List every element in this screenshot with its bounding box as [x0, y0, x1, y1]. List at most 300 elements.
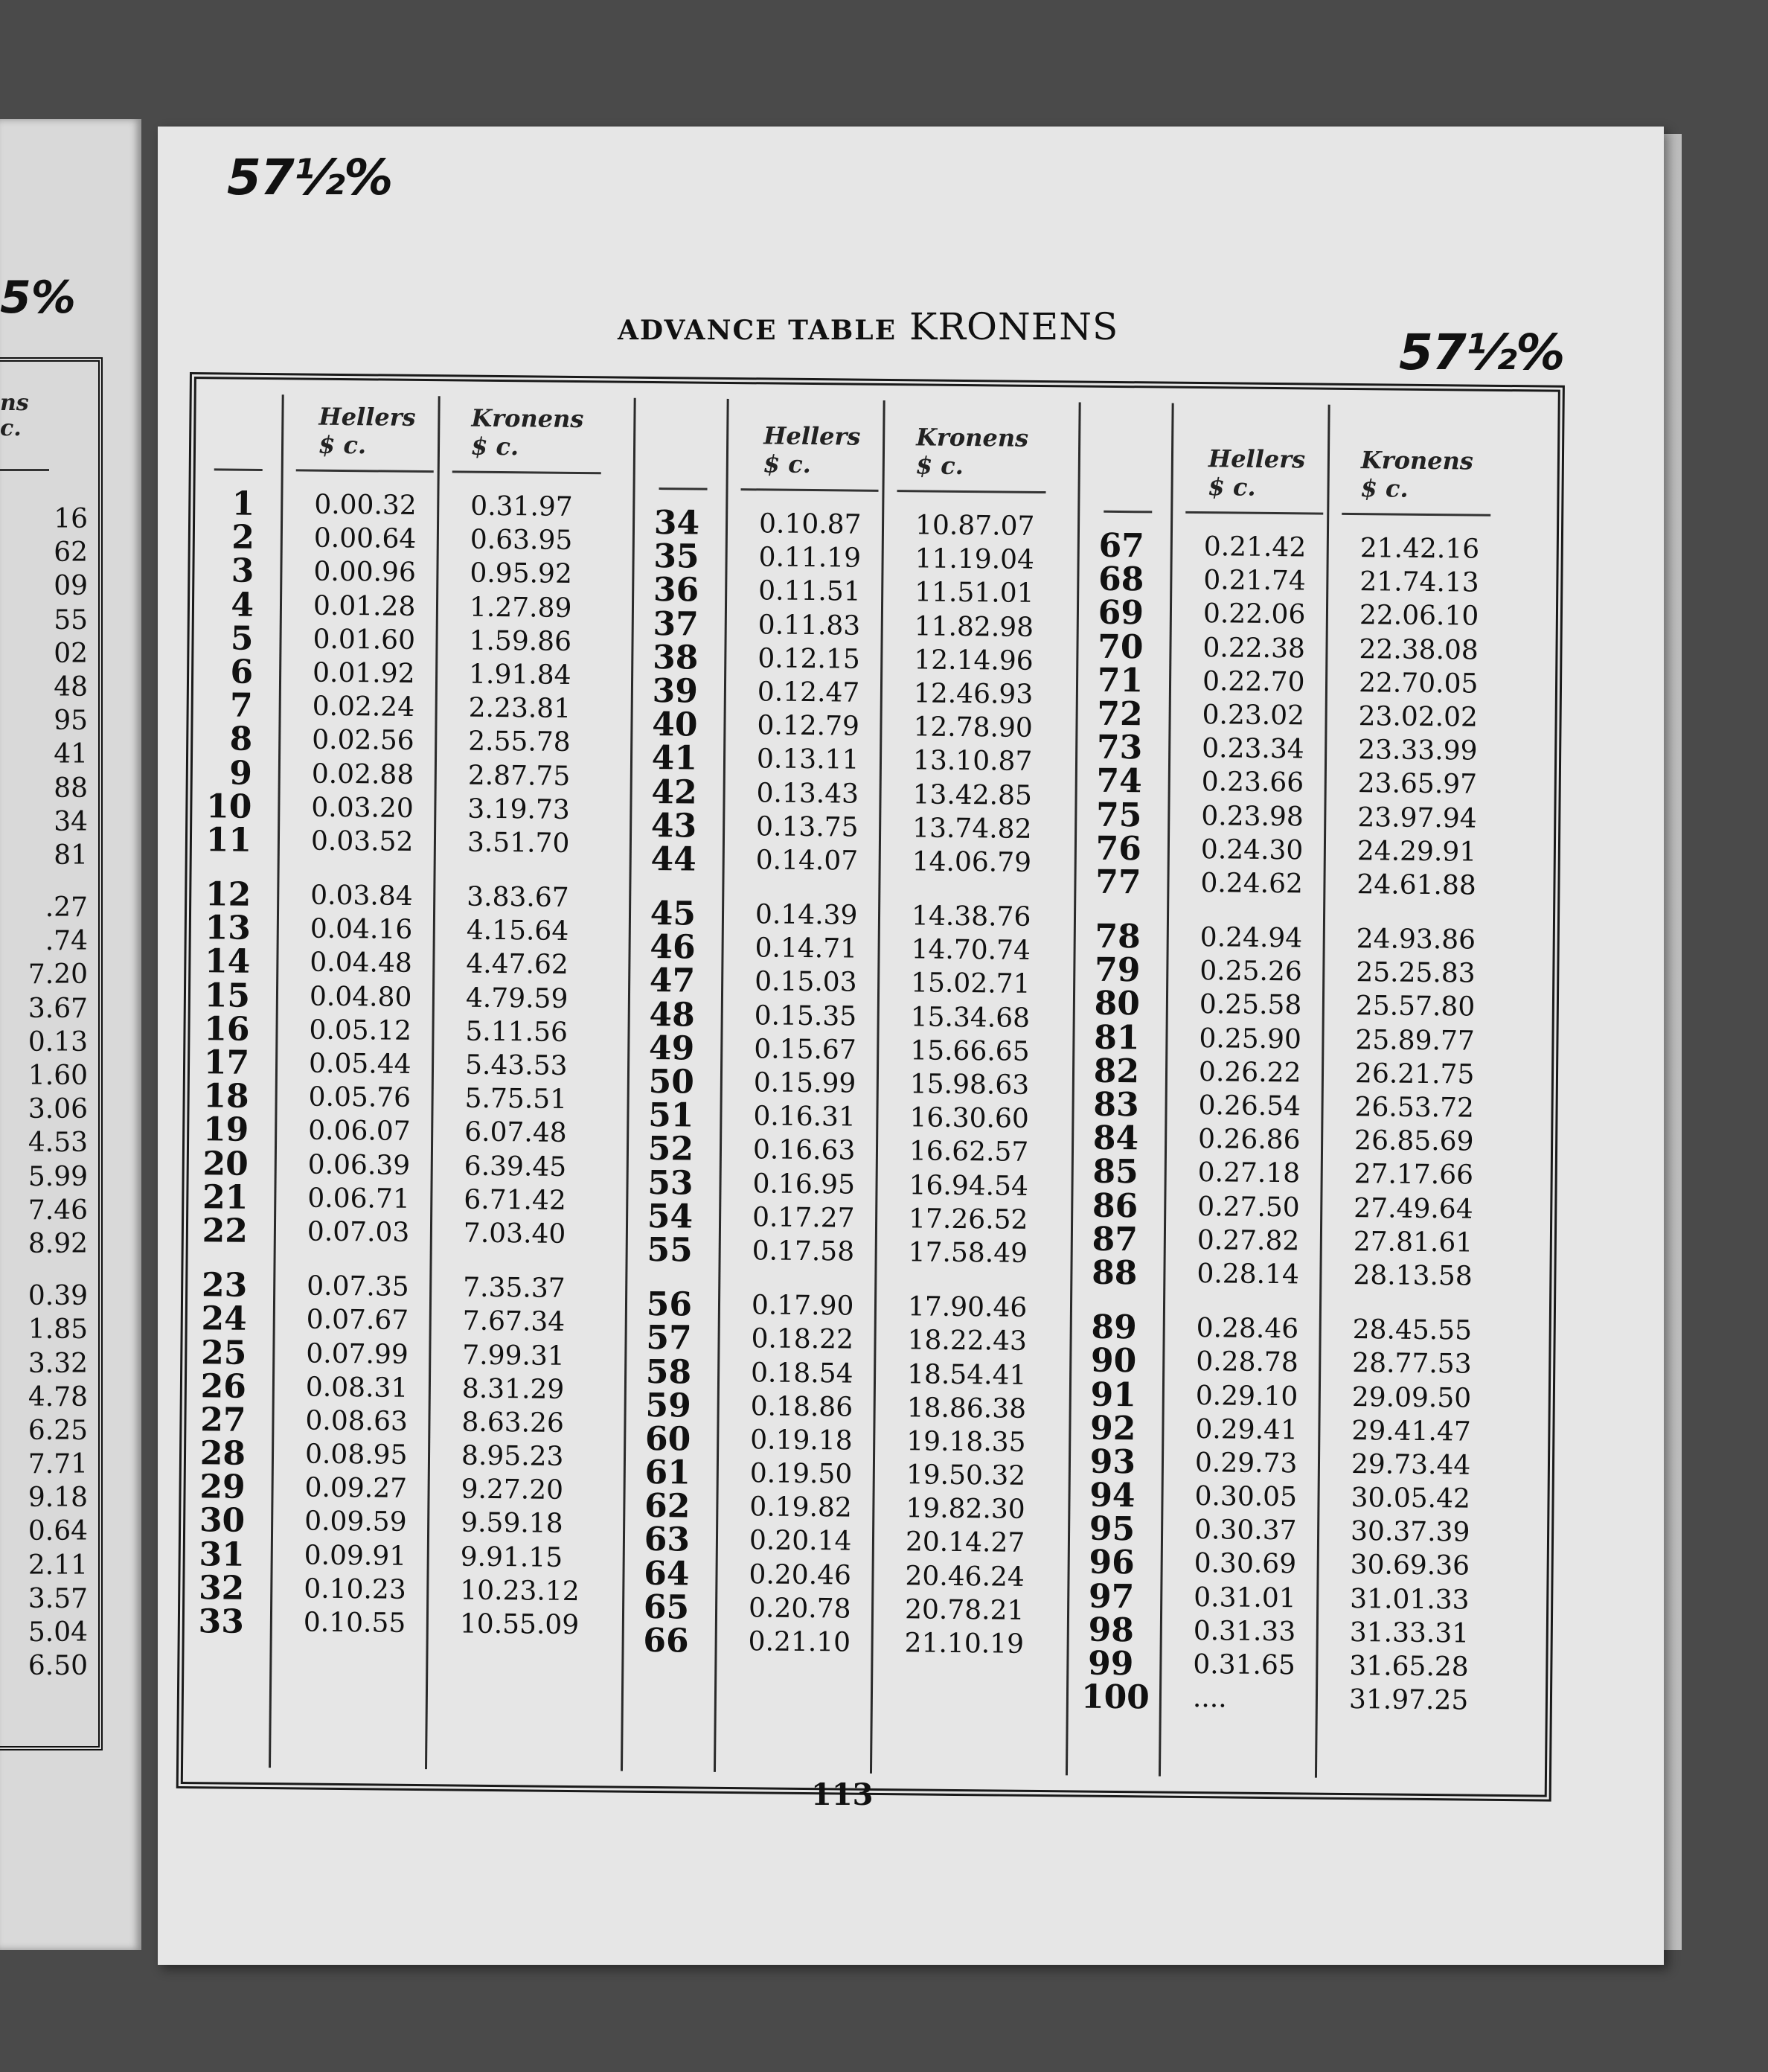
hellers-value: 0.30.05 [1194, 1481, 1298, 1513]
previous-page-value: 95 [54, 706, 88, 737]
previous-page-group [0, 891, 88, 1261]
header-rule [1104, 511, 1152, 514]
conversion-table [176, 372, 1565, 1802]
hellers-value: 0.00.32 [314, 489, 417, 521]
row-group [904, 1290, 1072, 1661]
row-group [467, 490, 635, 861]
row-number: 33 [198, 1602, 245, 1641]
header-rule [296, 469, 434, 473]
row-number: 18 [203, 1077, 249, 1116]
previous-page-value: .74 [45, 926, 88, 957]
kronens-value: 8.95.23 [461, 1440, 564, 1472]
hellers-column [748, 507, 908, 1681]
page-title [618, 305, 1161, 348]
kronens-value: 27.49.64 [1354, 1192, 1473, 1225]
row-number: 64 [644, 1554, 690, 1593]
kronens-value: 5.11.56 [465, 1016, 568, 1048]
kronens-value: 10.55.09 [459, 1608, 580, 1641]
hellers-value: 0.25.26 [1200, 956, 1302, 988]
kronens-value: 30.05.42 [1351, 1483, 1471, 1515]
hellers-value: 0.23.66 [1201, 767, 1304, 799]
hellers-column [303, 488, 463, 1662]
previous-page-value: 7.46 [28, 1195, 88, 1226]
kronens-value: 24.29.91 [1357, 835, 1477, 868]
hellers-value: 0.12.15 [758, 643, 860, 675]
kronens-column-header [916, 423, 1029, 480]
previous-page-value: 34 [54, 806, 88, 837]
kronens-value: 4.47.62 [466, 949, 568, 981]
kronens-value: 15.34.68 [910, 1001, 1031, 1034]
hellers-value: 0.06.39 [307, 1149, 411, 1181]
kronens-column [459, 490, 634, 1663]
kronens-value: 14.06.79 [912, 846, 1032, 878]
row-number: 79 [1094, 950, 1141, 990]
hellers-value: 0.23.02 [1202, 700, 1305, 732]
row-number: 75 [1095, 796, 1142, 834]
row-number: 72 [1097, 694, 1143, 734]
row-number: 81 [1093, 1018, 1140, 1057]
kronens-value: 15.66.65 [910, 1035, 1030, 1067]
row-group [192, 1268, 248, 1639]
kronens-value: 31.01.33 [1350, 1583, 1470, 1616]
hellers-value: 0.20.46 [749, 1558, 852, 1591]
hellers-value: 0.26.22 [1198, 1056, 1301, 1089]
previous-page-value: 02 [54, 638, 88, 669]
kronens-value: 13.10.87 [912, 745, 1033, 778]
row-group [908, 899, 1075, 1270]
kronens-value: 13.42.85 [912, 778, 1033, 811]
hellers-value: 0.18.54 [750, 1357, 853, 1390]
row-number: 8 [229, 720, 253, 759]
hellers-value: 0.02.56 [312, 724, 414, 757]
kronens-value: 12.14.96 [914, 645, 1034, 677]
row-group [1353, 922, 1520, 1294]
row-number: 59 [645, 1386, 691, 1425]
row-number: 48 [649, 995, 695, 1035]
previous-page-group [0, 502, 88, 872]
kronens-value: 23.97.94 [1357, 802, 1477, 834]
kronens-value: 25.57.80 [1355, 991, 1476, 1023]
previous-page-value: 7.71 [28, 1449, 88, 1480]
hellers-value: 0.10.87 [758, 508, 862, 540]
hellers-value: 0.28.46 [1196, 1313, 1299, 1345]
row-number: 42 [651, 773, 697, 812]
hellers-value: 0.31.65 [1193, 1649, 1296, 1681]
kronens-value: 2.23.81 [468, 692, 571, 725]
kronens-value: 27.81.61 [1353, 1226, 1473, 1259]
row-number: 53 [647, 1163, 694, 1203]
previous-page-value: 2.11 [28, 1550, 88, 1581]
kronens-value: 29.41.47 [1351, 1415, 1471, 1448]
kronens-value: 18.86.38 [906, 1392, 1027, 1424]
row-number: 45 [650, 895, 696, 933]
row-number: 58 [645, 1352, 692, 1392]
row-group [1200, 530, 1353, 901]
row-number: 52 [647, 1130, 694, 1168]
row-group [1197, 921, 1349, 1292]
hellers-value: 0.31.01 [1194, 1582, 1296, 1614]
kronens-value: 27.17.66 [1354, 1159, 1474, 1191]
previous-page-value: 9.18 [28, 1483, 88, 1514]
previous-page-value: 48 [54, 671, 88, 703]
kronens-value: 30.69.36 [1350, 1550, 1470, 1582]
row-number: 78 [1095, 917, 1141, 956]
hellers-label: Hellers [1208, 444, 1306, 474]
column-rule [714, 399, 729, 1772]
hellers-column-header [763, 421, 861, 479]
row-number: 38 [652, 638, 699, 677]
previous-page-fragment [0, 119, 141, 1950]
kronens-value: 11.51.01 [915, 577, 1034, 610]
kronens-value: 6.39.45 [464, 1151, 567, 1183]
row-number: 89 [1091, 1308, 1137, 1347]
percent-label-left: 57½% [227, 149, 393, 206]
row-number: 47 [649, 962, 696, 1000]
kronens-label: Kronens [1360, 446, 1474, 476]
kronens-value: 23.02.02 [1358, 701, 1479, 733]
kronens-value: 7.67.34 [462, 1305, 566, 1338]
hellers-value: 0.09.59 [304, 1506, 407, 1538]
units-label: $ c. [763, 450, 812, 479]
hellers-value: 0.07.67 [306, 1304, 409, 1337]
kronens-value: 20.78.21 [904, 1594, 1025, 1626]
row-group [912, 508, 1080, 880]
row-number: 80 [1094, 985, 1141, 1023]
previous-page-values [0, 502, 88, 1701]
kronens-value: 0.31.97 [470, 490, 573, 522]
kronens-value: 14.70.74 [911, 934, 1031, 967]
hellers-value: 0.26.54 [1198, 1090, 1301, 1122]
hellers-value: 0.22.06 [1202, 598, 1306, 630]
row-number: 51 [647, 1096, 694, 1135]
hellers-value: 0.03.84 [310, 880, 413, 912]
hellers-value: 0.10.23 [304, 1573, 406, 1605]
row-number: 62 [644, 1487, 691, 1526]
hellers-value: 0.22.70 [1202, 665, 1305, 698]
row-group [199, 485, 255, 860]
row-number: 50 [648, 1062, 695, 1101]
row-number: 2 [231, 518, 255, 557]
kronens-label: Kronens [916, 423, 1029, 453]
previous-page-value: 88 [54, 773, 88, 804]
row-number: 86 [1092, 1186, 1138, 1225]
kronens-value: 20.14.27 [905, 1526, 1025, 1559]
row-number: 19 [202, 1110, 249, 1150]
row-number: 11 [205, 821, 252, 860]
row-number: 99 [1087, 1644, 1134, 1684]
kronens-value: 18.22.43 [907, 1325, 1028, 1358]
row-number: 35 [653, 537, 699, 576]
row-number: 77 [1095, 863, 1141, 902]
header-rule [1342, 513, 1490, 517]
row-number: 73 [1096, 728, 1143, 767]
hellers-value: 0.21.10 [748, 1626, 851, 1658]
hellers-value: 0.10.55 [303, 1607, 406, 1639]
hellers-value: 0.29.73 [1194, 1447, 1298, 1480]
title-prefix: ADVANCE TABLE [618, 315, 897, 346]
kronens-value: 7.35.37 [463, 1272, 566, 1305]
row-number: 95 [1089, 1509, 1136, 1549]
hellers-value: 0.16.95 [752, 1168, 856, 1200]
hellers-value: 0.15.35 [754, 1000, 857, 1032]
kronens-value: 26.21.75 [1354, 1058, 1475, 1090]
previous-page-value: 62 [54, 537, 88, 569]
kronens-value: 7.03.40 [463, 1218, 566, 1250]
hellers-label: Hellers [318, 402, 416, 432]
kronens-value: 15.02.71 [910, 968, 1031, 1000]
hellers-value: 0.13.75 [755, 811, 859, 843]
row-number: 4 [231, 586, 254, 624]
kronens-value: 20.46.24 [905, 1560, 1025, 1593]
kronens-value: 19.18.35 [906, 1426, 1026, 1458]
units-label: $ c. [915, 451, 964, 480]
previous-page-value: 1.85 [28, 1314, 88, 1346]
row-group [1080, 1308, 1150, 1717]
row-number: 82 [1093, 1052, 1140, 1091]
kronens-value: 22.06.10 [1359, 600, 1479, 633]
kronens-value: 29.73.44 [1351, 1448, 1471, 1481]
kronens-value: 28.45.55 [1352, 1314, 1473, 1346]
kronens-value: 28.13.58 [1353, 1260, 1473, 1292]
row-number: 76 [1095, 829, 1142, 868]
column-rule [269, 394, 284, 1768]
previous-page-group [0, 1279, 88, 1683]
row-number: 14 [204, 942, 251, 982]
kronens-value: 4.15.64 [466, 915, 569, 947]
header-rule [452, 470, 601, 474]
hellers-value: 0.01.28 [313, 590, 416, 622]
row-group [1357, 531, 1524, 903]
hellers-value: 0.14.71 [755, 933, 858, 965]
hellers-value: 0.27.18 [1197, 1157, 1301, 1189]
row-number: 9 [228, 754, 253, 793]
hellers-value: 0.05.76 [308, 1081, 411, 1114]
previous-page-value: 6.50 [28, 1651, 88, 1682]
previous-page-value: 7.20 [28, 959, 88, 991]
kronens-value: 2.87.75 [467, 760, 571, 792]
column-rule [1159, 403, 1174, 1777]
kronens-value: 17.90.46 [907, 1291, 1028, 1323]
kronens-value: 25.25.83 [1356, 957, 1476, 989]
kronens-value: 11.82.98 [914, 610, 1034, 643]
hellers-value: 0.04.80 [309, 981, 412, 1013]
row-number: 39 [652, 671, 699, 711]
kronens-value: 9.59.18 [460, 1508, 563, 1540]
row-number: 83 [1093, 1085, 1139, 1125]
hellers-value: 0.08.63 [305, 1405, 409, 1437]
hellers-value: 0.05.12 [309, 1014, 412, 1046]
hellers-value: 0.21.42 [1203, 531, 1307, 563]
hellers-value: 0.19.50 [749, 1458, 853, 1490]
units-label: $ c. [1208, 473, 1256, 502]
row-number: 97 [1088, 1577, 1135, 1616]
row-number: 92 [1089, 1409, 1136, 1448]
previous-page-value: 0.13 [28, 1026, 88, 1058]
kronens-value: 21.74.13 [1359, 566, 1479, 598]
row-group [644, 503, 700, 879]
kronens-value: 3.51.70 [467, 827, 570, 859]
row-number: 13 [205, 909, 252, 948]
hellers-value: 0.15.03 [754, 966, 857, 999]
previous-page-value: 1.60 [28, 1061, 88, 1091]
kronens-value: 19.82.30 [906, 1493, 1025, 1526]
kronens-column [904, 508, 1079, 1682]
hellers-value: 0.07.03 [307, 1216, 410, 1248]
kronens-column-header [471, 404, 584, 461]
row-number: 66 [643, 1621, 689, 1660]
row-group [1349, 1313, 1516, 1718]
row-number: 46 [650, 928, 696, 967]
row-number: 28 [199, 1434, 246, 1473]
row-number: 34 [653, 503, 700, 543]
row-number: 21 [202, 1177, 249, 1217]
hellers-value: 0.06.71 [307, 1183, 410, 1215]
hellers-value: 0.17.27 [752, 1202, 855, 1234]
header-rule [214, 468, 263, 471]
kronens-value: 16.94.54 [909, 1169, 1029, 1202]
kronens-value: 14.38.76 [911, 901, 1031, 933]
hellers-value: 0.09.27 [304, 1472, 408, 1505]
kronens-value: 10.23.12 [460, 1575, 580, 1607]
hellers-label: Hellers [763, 421, 861, 451]
hellers-value: 0.23.98 [1201, 800, 1304, 832]
kronens-label: Kronens [471, 403, 584, 434]
kronens-value: 23.65.97 [1357, 768, 1478, 800]
row-group [464, 880, 631, 1252]
kronens-value: 4.79.59 [465, 982, 568, 1014]
row-number: 63 [644, 1521, 691, 1559]
hellers-value: .... [1192, 1683, 1227, 1714]
row-number: 31 [199, 1535, 245, 1574]
kronens-value: 3.19.73 [467, 793, 570, 825]
previous-page-value: 3.06 [28, 1094, 88, 1125]
row-number: 5 [230, 619, 254, 658]
kronens-value: 22.38.08 [1359, 633, 1479, 666]
row-group [304, 1270, 456, 1641]
row-number: 29 [199, 1468, 246, 1507]
row-number: 98 [1088, 1611, 1135, 1650]
kronens-value: 9.91.15 [460, 1541, 563, 1573]
hellers-value: 0.12.47 [757, 677, 860, 709]
hellers-value: 0.13.11 [756, 744, 859, 776]
hellers-value: 0.19.82 [749, 1491, 853, 1523]
hellers-value: 0.17.58 [752, 1235, 855, 1267]
row-number: 40 [652, 706, 698, 744]
kronens-value: 31.65.28 [1349, 1651, 1469, 1683]
hellers-column-header [1208, 444, 1305, 502]
row-number: 93 [1089, 1442, 1136, 1482]
nums-column [636, 503, 700, 1679]
hellers-value: 0.18.22 [751, 1323, 854, 1355]
row-group [460, 1271, 627, 1643]
hellers-value: 0.31.33 [1193, 1615, 1296, 1648]
header-rule [659, 487, 708, 490]
hellers-value: 0.27.50 [1197, 1191, 1300, 1223]
previous-page-value: 09 [54, 571, 88, 602]
hellers-value: 0.08.95 [304, 1439, 408, 1471]
hellers-value: 0.29.10 [1195, 1380, 1298, 1412]
row-number: 88 [1091, 1253, 1138, 1293]
row-number: 54 [647, 1197, 694, 1236]
hellers-value: 0.06.07 [308, 1115, 411, 1148]
previous-page-value: 16 [54, 504, 88, 534]
hellers-value: 0.08.31 [305, 1372, 409, 1404]
row-number: 69 [1098, 594, 1144, 633]
hellers-value: 0.13.43 [756, 777, 859, 810]
units-label: $ c. [318, 430, 367, 460]
hellers-value: 0.04.16 [310, 913, 413, 946]
kronens-value: 6.07.48 [464, 1116, 567, 1149]
kronens-value: 1.91.84 [468, 659, 571, 691]
row-group [640, 895, 696, 1270]
hellers-value: 0.25.90 [1199, 1023, 1302, 1055]
previous-page-value: 4.78 [28, 1381, 88, 1413]
kronens-value: 3.83.67 [467, 881, 569, 913]
kronens-value: 9.27.20 [461, 1474, 564, 1506]
row-number: 15 [204, 976, 251, 1015]
hellers-value: 0.12.79 [757, 710, 860, 742]
kronens-value: 22.70.05 [1358, 667, 1479, 700]
hellers-value: 0.07.35 [307, 1270, 409, 1303]
kronens-value: 16.62.57 [909, 1136, 1029, 1168]
hellers-value: 0.09.91 [304, 1540, 407, 1572]
row-number: 36 [653, 571, 699, 610]
kronens-value: 18.54.41 [906, 1358, 1027, 1391]
kronens-value: 2.55.78 [468, 726, 571, 758]
row-group [752, 898, 904, 1269]
hellers-value: 0.14.07 [755, 845, 859, 877]
previous-page-percent: 5% [0, 272, 76, 324]
hellers-value: 0.00.64 [313, 522, 417, 555]
units-label: $ c. [470, 432, 519, 461]
row-number: 3 [231, 551, 254, 591]
previous-page-value: 6.25 [28, 1415, 88, 1446]
kronens-value: 0.95.92 [470, 558, 573, 590]
kronens-value: 6.71.42 [464, 1184, 566, 1216]
row-number: 22 [202, 1212, 249, 1250]
hellers-value: 0.28.14 [1197, 1258, 1300, 1291]
header-rule [1185, 511, 1323, 515]
row-group [1193, 1311, 1345, 1716]
previous-page-value: 55 [54, 604, 88, 636]
previous-page-value: 8.92 [28, 1228, 88, 1259]
hellers-value: 0.30.37 [1194, 1515, 1297, 1547]
hellers-value: 0.23.34 [1202, 733, 1304, 765]
row-number: 12 [205, 875, 252, 914]
row-group [748, 1288, 900, 1660]
hellers-value: 0.30.69 [1194, 1548, 1297, 1580]
row-number: 26 [200, 1366, 247, 1406]
kronens-value: 13.74.82 [912, 813, 1032, 845]
kronens-value: 5.43.53 [464, 1049, 568, 1081]
row-number: 23 [201, 1266, 248, 1305]
row-number: 44 [650, 840, 696, 879]
row-number: 43 [650, 806, 697, 845]
row-number: 90 [1090, 1342, 1137, 1381]
row-group [1085, 917, 1141, 1293]
kronens-value: 30.37.39 [1350, 1516, 1470, 1548]
hellers-column [1192, 530, 1353, 1737]
previous-page-value: 3.67 [28, 993, 88, 1024]
row-number: 96 [1089, 1544, 1135, 1582]
hellers-column-header [318, 403, 416, 460]
hellers-value: 0.05.44 [308, 1048, 411, 1080]
nums-column [1080, 526, 1150, 1736]
row-number: 60 [644, 1419, 691, 1459]
units-label: $ c. [1360, 474, 1409, 503]
hellers-value: 0.01.60 [313, 624, 416, 656]
kronens-value: 12.46.93 [913, 678, 1034, 710]
